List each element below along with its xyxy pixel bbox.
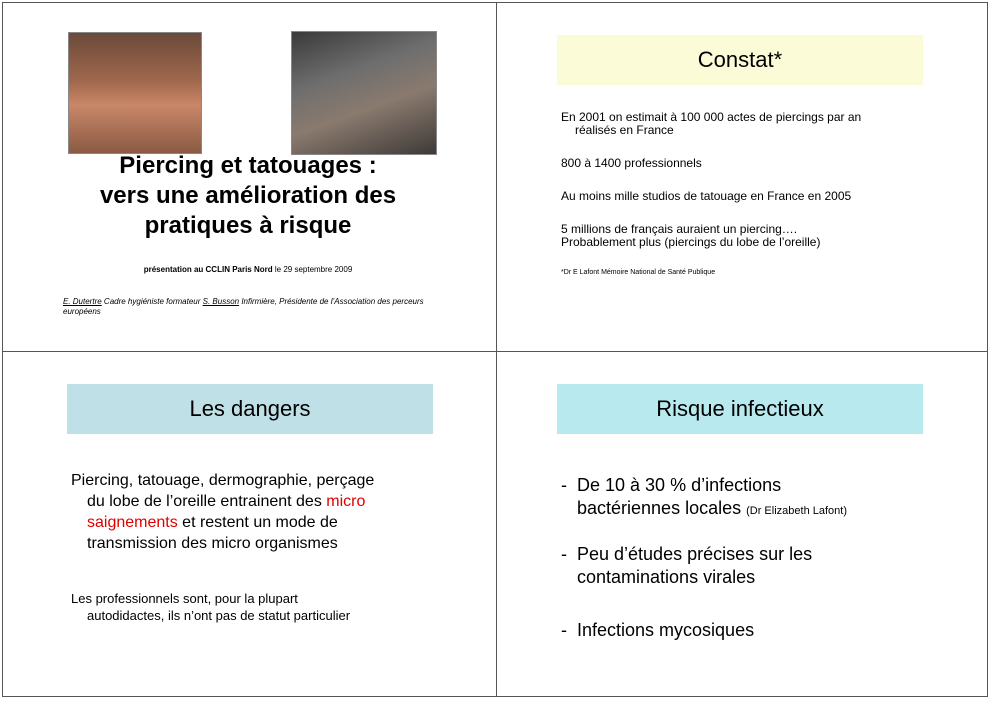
dangers-paragraph-1 [71,470,433,554]
title-line-3: pratiques à risque [144,212,352,239]
risk-item-2-line-2: contaminations virales [577,567,756,587]
author2-role: Infirmière, Présidente de l’Association des perceurs européens [63,297,424,316]
dangers-p2-line-2: autodidactes, ils n’ont pas de statut particulier [87,608,351,623]
risk-item-1-line-1: De 10 à 30 % d’infections [577,475,782,495]
dash-bullet: - [561,620,567,640]
subtitle-date: le 29 septembre 2009 [272,265,353,274]
title-line-2: vers une amélioration des [99,182,397,209]
photo-pierced-face [68,32,202,154]
highlight-saignements: saignements [87,514,178,531]
dangers-p1-line-1: Piercing, tatouage, dermographie, perçage [71,472,375,489]
risk-item-3-text: Infections mycosiques [577,620,755,640]
slide-constat [497,3,991,352]
slide1-title [43,151,453,241]
constat-item-4-line-1: 5 millions de français auraient un piercing…. [561,222,798,236]
slide-dangers [3,352,497,701]
highlight-micro: micro [326,493,366,510]
slide3-title: Les dangers [67,384,433,434]
dangers-p1-line-4: transmission des micro organismes [87,535,338,552]
risk-item-2-line-1: Peu d’études précises sur les [577,544,813,564]
constat-item-2: 800 à 1400 professionnels [561,156,702,170]
slide4-title: Risque infectieux [557,384,923,434]
risk-item-1-line-2: bactériennes locales [577,498,747,518]
dash-bullet: - [561,475,567,495]
risk-item-3 [561,619,941,642]
risk-item-2 [561,543,941,589]
presentation-subtitle [43,265,453,274]
subtitle-venue: présentation au CCLIN Paris Nord [143,265,273,274]
dangers-p2-line-1: Les professionnels sont, pour la plupart [71,591,298,606]
constat-item-1-line-2: réalisés en France [575,123,674,137]
risk-item-1-source: (Dr Elizabeth Lafont) [746,505,847,517]
constat-item-3: Au moins mille studios de tatouage en France en 2005 [561,189,852,203]
slide-risque-infectieux [497,352,991,701]
constat-item-1-line-1: En 2001 on estimait à 100 000 actes de piercings par an [561,110,862,124]
risk-item-1 [561,474,941,523]
dangers-paragraph-2 [71,590,433,624]
author1-role: Cadre hygiéniste formateur [101,297,203,306]
constat-item-4-line-2: Probablement plus (piercings du lobe de l’oreille) [561,235,821,249]
authors [63,297,443,317]
constat-footnote: *Dr E Lafont Mémoire National de Santé Publique [561,269,716,276]
author1-name: E. Dutertre [63,297,102,306]
title-line-1: Piercing et tatouages : [119,152,377,179]
dangers-p1-line-2: du lobe de l’oreille entrainent des [87,493,327,510]
dangers-p1-line-3: et restent un mode de [177,514,338,531]
constat-item-1 [561,111,941,137]
constat-item-4 [561,223,941,249]
slide2-title: Constat* [557,35,923,85]
photo-tattooed-chest [291,31,437,155]
dash-bullet: - [561,544,567,564]
author2-name: S. Busson [202,297,240,306]
slide-title [3,3,497,352]
